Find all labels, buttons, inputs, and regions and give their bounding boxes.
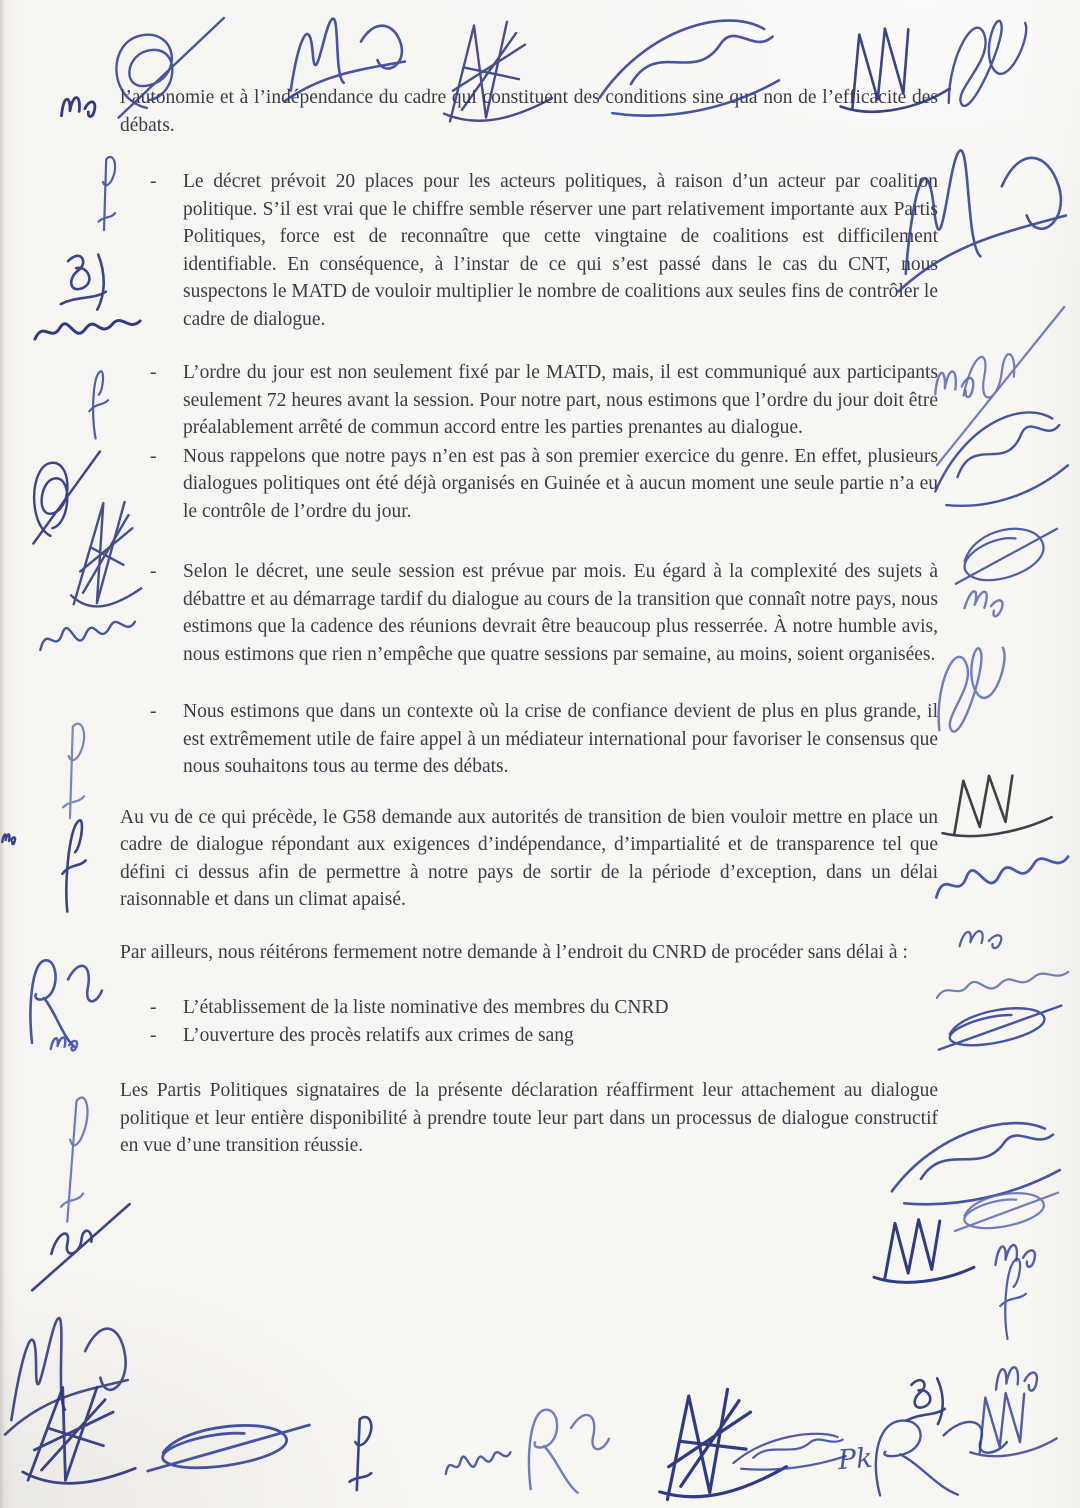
signature-31: [922, 818, 1080, 933]
signature-30: [925, 761, 1076, 844]
signature-42: [0, 1370, 163, 1501]
signature-19: [45, 1026, 105, 1066]
bullet-dash: [150, 443, 170, 471]
signature-27: [934, 506, 1074, 609]
signature-25: [928, 288, 1076, 478]
signature-33: [928, 951, 1078, 1018]
intro-continuation-paragraph: l’autonomie et à l’indépendance du cadre qui constituent des conditions sine qua non de l’efficacité des débats.: [120, 87, 938, 136]
bullet-dash: [150, 168, 170, 196]
signature-32: [950, 915, 1045, 969]
signature-49: [727, 1426, 853, 1475]
bullet-text: Selon le décret, une seule session est prévue par mois. Eu égard à la complexité des sujets à débattre et au démarrage tardif du dialogue au cours de la transition que connaît notre pays, nous estimons que la cadence des réunions devrait être beaucoup plus resserrée. À notre humble avis, nous estimons que rien n’empêche que quatre sessions par semaine, au moins, soient organisées.: [183, 561, 938, 665]
paragraph-cnrd-demand: Par ailleurs, nous réitérons fermement notre demande à l’endroit du CNRD de procéder sans délai à :: [120, 941, 908, 963]
signature-36: [936, 1177, 1072, 1248]
bullet-dash: [150, 359, 170, 387]
signature-39: [986, 1247, 1059, 1347]
bullet-text: Nous rappelons que notre pays n’en est pas à son premier exercice du genre. En effet, plusieurs dialogues politiques ont été déjà organisés en Guinée et à aucun moment une seule partie n’a eu le contrôle de l’ordre du jour.: [183, 445, 938, 522]
signature-18: [18, 942, 118, 1054]
bullet-item: [120, 359, 938, 442]
bullet-item: [120, 1022, 938, 1050]
signature-initials-pk: Pk: [836, 1442, 874, 1477]
signature-47: [624, 1376, 810, 1508]
bullet-text: L’ouverture des procès relatifs aux crimes de sang: [183, 1024, 574, 1046]
signature-43: [120, 1407, 329, 1493]
signature-22: [2, 1295, 140, 1455]
signature-20: [38, 1080, 117, 1229]
signature-48: [850, 1397, 1040, 1507]
signature-26: [918, 390, 1080, 522]
signature-40: [895, 1365, 982, 1434]
bullet-text: Le décret prévoit 20 places pour les acteurs politiques, à raison d’un acteur par coalition politique. S’il est vrai que le chiffre semble réserver une part relativement importante aux Partis Politiques, force est de reconnaître que cette vingtaine de coalitions est difficilement identifiable. En conséquence, à l’instar de ce qui s’est passé dans le cas du CNT, nous suspectons le MATD de vouloir multiplier le nombre de coalitions aux seules fins de contrôler le cadre de dialogue.: [183, 171, 938, 330]
closing-paragraph: Les Partis Politiques signataires de la présente déclaration réaffirment leur attachement au dialogue politique et leur entière disponibilité à prendre toute leur part dans un processus de dialogue constructif en vue d’une transition réussie.: [120, 1080, 938, 1156]
signature-41: [984, 1342, 1080, 1422]
bullet-dash: [150, 994, 170, 1022]
bullet-item: [120, 994, 938, 1022]
bullet-dash: [150, 558, 170, 586]
signature-16: [0, 828, 28, 854]
signature-15: [42, 712, 112, 822]
bullet-item: [120, 558, 938, 668]
bullet-text: Nous estimons que dans un contexte où la crise de confiance devient de plus en plus grande, il est extrêmement utile de faire appel à un médiateur international pour favoriser le consensus que nous souhaitons tous au terme des débats.: [183, 701, 938, 777]
bullet-item: [120, 168, 938, 333]
bullet-item: [120, 443, 938, 526]
signature-12: [22, 440, 117, 555]
paragraph-demand-g58: Au vu de ce qui précède, le G58 demande aux autorités de transition de bien vouloir mettre en place un cadre de dialogue répondant aux exigences d’indépendance, d’impartialité et de transparence tel que défini ci dessus afin de permettre à notre pays de sortir de la période d’exception, dans un délai raisonnable et dans un climat apaisé.: [120, 806, 938, 910]
signature-28: [955, 575, 1042, 644]
bullet-text: L’établissement de la liste nominative des membres du CNRD: [183, 997, 669, 1018]
signature-46: [515, 1392, 627, 1500]
bullet-text: L’ordre du jour est non seulement fixé par le MATD, mais, il est communiqué aux participants seulement 72 heures avant la session. Pour notre part, nous estimons que l’ordre du jour doit être préalablement arrêté de commun accord entre les parties prenantes au dialogue.: [183, 362, 938, 438]
signature-29: [932, 632, 1054, 750]
signature-24: [924, 348, 1016, 428]
signature-17: [48, 806, 118, 922]
signature-6: [939, 0, 1080, 136]
signature-50: [955, 1379, 1077, 1463]
signature-37: [860, 1209, 996, 1288]
bullet-dash: [150, 698, 170, 726]
signature-44: [328, 1408, 400, 1493]
signature-34: [915, 990, 1079, 1068]
bullet-item: [120, 698, 938, 781]
bullet-dash: [150, 1022, 170, 1050]
signature-21: [19, 1194, 145, 1297]
document-body: [120, 84, 938, 1160]
signature-38: [985, 1224, 1079, 1295]
signature-45: [439, 1425, 517, 1499]
cnrd-demand-list: [120, 994, 938, 1049]
